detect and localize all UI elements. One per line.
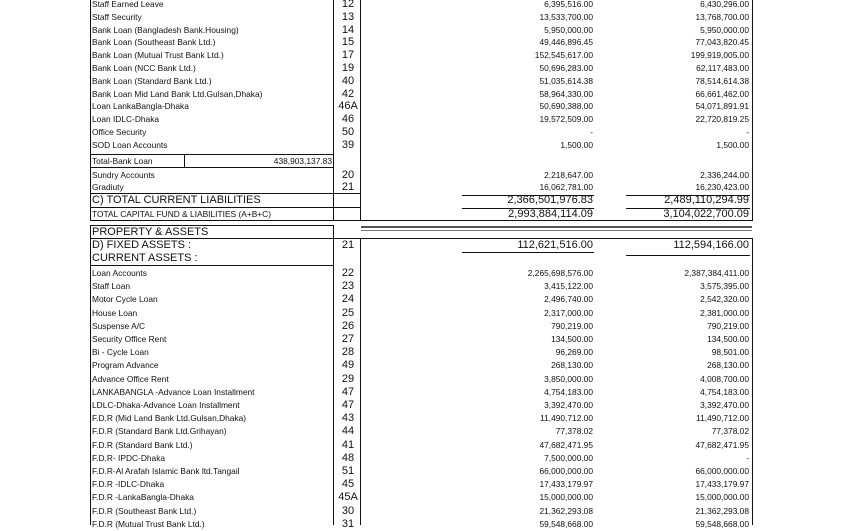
row-previous-value: 2,387,384,411.00 [684, 268, 749, 278]
row-note: 12 [341, 0, 355, 10]
row-current-value: 77,378.02 [555, 426, 593, 437]
row-previous-value: 2,336,244.00 [700, 170, 749, 180]
row-current-value: 4,754,183.00 [544, 386, 593, 397]
row-label: F.D.R -IDLC-Dhaka [92, 479, 165, 490]
fixed-assets-note: 21 [341, 239, 355, 251]
row-previous-value: 13,768,700.00 [695, 11, 749, 22]
row-label: Sundry Accounts [92, 170, 155, 180]
row-current-value: 2,218,647.00 [544, 170, 593, 180]
row-label: Bank Loan (Southeast Bank Ltd.) [92, 37, 216, 48]
row-note: 46 [341, 113, 355, 126]
row-previous-value: 15,000,000.00 [695, 492, 749, 503]
row-current-value: - [590, 127, 593, 137]
note-column-divider-lower [360, 238, 361, 525]
row-previous-value: 3,392,470.00 [700, 400, 749, 410]
row-previous-value: 4,008,700.00 [700, 373, 749, 384]
row-note: 29 [341, 372, 355, 385]
row-previous-value: 1,500.00 [716, 139, 749, 150]
row-note: 13 [341, 10, 355, 23]
row-previous-value: 4,754,183.00 [700, 386, 749, 397]
fixed-assets-label: D) FIXED ASSETS : [92, 239, 192, 251]
row-previous-value: 3,575,395.00 [700, 281, 749, 292]
row-previous-value: 17,433,179.97 [695, 479, 749, 490]
total-bank-loan-divider [184, 155, 185, 167]
row-previous-value: 268,130.00 [707, 360, 749, 371]
row-current-value: 2,265,698,576.00 [527, 268, 593, 278]
fixed-assets-col2-box-bottom [626, 255, 750, 256]
total-capital-label: TOTAL CAPITAL FUND & LIABILITIES (A+B+C) [92, 209, 272, 219]
row-label: Bank Loan Mid Land Bank Ltd.Gulsan,Dhaka) [92, 88, 263, 99]
row-note: 19 [341, 62, 355, 74]
row-current-value: 13,533,700.00 [539, 11, 593, 22]
row-note: 21 [341, 181, 355, 193]
row-note: 39 [341, 138, 355, 151]
row-current-value: 47,682,471.95 [539, 439, 593, 450]
right-border-line [752, 0, 753, 221]
row-note: 48 [341, 451, 355, 464]
double-rule-1 [361, 226, 752, 228]
row-previous-value: 6,430,296.00 [700, 0, 749, 9]
row-current-value: 15,000,000.00 [539, 492, 593, 503]
row-label: Staff Loan [92, 281, 131, 292]
row-current-value: 2,496,740.00 [544, 294, 593, 305]
row-note: 42 [341, 87, 355, 100]
fixed-assets-previous: 112,594,166.00 [673, 239, 749, 251]
total-capital-previous: 3,104,022,700.09 [663, 208, 749, 220]
row-current-value: 59,548,668.00 [539, 518, 593, 529]
row-label: F.D.R -LankaBangla-Dhaka [92, 492, 194, 503]
row-previous-value: 5,950,000.00 [700, 24, 749, 35]
row-current-value: 19,572,509.00 [539, 114, 593, 125]
row-label: Bank Loan (Mutual Trust Bank Ltd.) [92, 50, 224, 61]
row-previous-value: - [746, 127, 749, 137]
row-note: 40 [341, 74, 355, 87]
total-current-liabilities-previous: 2,489,110,294.99 [664, 194, 749, 206]
row-previous-value: 134,500.00 [707, 334, 749, 344]
row-note: 45A [338, 491, 358, 504]
row-note: 22 [341, 267, 355, 279]
left-border-line-lower [90, 225, 91, 525]
row-note: 41 [341, 438, 355, 451]
row-previous-value: 59,548,668.00 [695, 518, 749, 529]
row-previous-value: 77,043,820.45 [695, 37, 749, 48]
row-label: Suspense A/C [92, 320, 146, 331]
row-label: Loan IDLC-Dhaka [92, 114, 160, 125]
row-current-value: 3,392,470.00 [544, 400, 593, 410]
row-note: 44 [341, 425, 355, 438]
row-current-value: 3,850,000.00 [544, 373, 593, 384]
row-previous-value: 54,071,891.91 [695, 101, 749, 112]
row-current-value: 11,490,712.00 [540, 413, 593, 424]
fixed-assets-current: 112,621,516.00 [517, 239, 593, 251]
row-label: LDLC-Dhaka-Advance Loan Installment [92, 400, 240, 410]
row-note: 26 [341, 319, 355, 332]
row-label: Bank Loan (Bangladesh Bank.Housing) [92, 24, 239, 35]
row-current-value: 1,500.00 [560, 139, 593, 150]
label-column-divider [333, 0, 334, 221]
row-label: F.D.R (Mid Land Bank Ltd.Gulsan,Dhaka) [92, 413, 247, 424]
row-previous-value: 78,514,614.38 [695, 75, 749, 86]
row-label: Bi - Cycle Loan [92, 347, 149, 358]
row-previous-value: 77,378.02 [711, 426, 749, 437]
row-note: 24 [341, 293, 355, 306]
row-note: 27 [341, 333, 355, 345]
row-note: 51 [341, 465, 355, 477]
row-current-value: 17,433,179.97 [539, 479, 593, 490]
row-label: Staff Earned Leave [92, 0, 164, 9]
row-current-value: 21,362,293.08 [539, 505, 593, 516]
row-note: 30 [341, 504, 355, 517]
row-previous-value: 66,000,000.00 [695, 466, 749, 476]
row-previous-value: 790,219.00 [707, 320, 749, 331]
row-note: 23 [341, 280, 355, 293]
row-note: 43 [341, 412, 355, 425]
current-assets-heading-bottom [90, 265, 334, 266]
row-label: Program Advance [92, 360, 159, 371]
row-label: F.D.R- IPDC-Dhaka [92, 452, 166, 463]
row-label: Office Security [92, 127, 147, 137]
total-bank-loan-value: 438,903,137.83 [273, 156, 332, 166]
row-note: 50 [341, 126, 355, 138]
row-current-value: 5,950,000.00 [544, 24, 593, 35]
row-label: Staff Security [92, 11, 142, 22]
row-current-value: 6,395,516.00 [544, 0, 593, 9]
row-current-value: 58,964,330.00 [539, 88, 593, 99]
row-label: Security Office Rent [92, 334, 167, 344]
row-previous-value: 66,661,462.00 [695, 88, 749, 99]
row-previous-value: 62,117,483.00 [696, 63, 749, 73]
left-border-line [90, 0, 91, 221]
label-column-divider-lower [333, 225, 334, 525]
row-label: Advance Office Rent [92, 373, 169, 384]
row-label: F.D.R (Standard Bank Ltd.) [92, 439, 193, 450]
current-assets-heading: CURRENT ASSETS : [92, 252, 198, 264]
row-previous-value: 98,501.00 [711, 347, 749, 358]
row-previous-value: 11,490,712.00 [696, 413, 749, 424]
row-note: 25 [341, 306, 355, 319]
row-note: 28 [341, 346, 355, 359]
total-current-liabilities-current: 2,366,501,976.83 [507, 194, 593, 206]
row-label: House Loan [92, 307, 138, 318]
row-note: 46A [338, 100, 358, 113]
row-label: F.D.R (Mutual Trust Bank Ltd.) [92, 518, 205, 529]
row-label: Bank Loan (Standard Bank Ltd.) [92, 75, 212, 86]
row-current-value: 49,446,896.45 [539, 37, 593, 48]
row-note: 20 [341, 169, 355, 181]
row-note: 31 [341, 517, 355, 530]
row-previous-value: 47,682,471.95 [695, 439, 749, 450]
total-bank-loan-label: Total-Bank Loan [92, 156, 153, 166]
row-label: Gradiuty [92, 182, 124, 192]
row-note: 14 [341, 23, 355, 36]
row-current-value: 51,035,614.38 [539, 75, 593, 86]
fixed-assets-col1-box-bottom [462, 252, 594, 253]
row-label: Loan Accounts [92, 268, 147, 278]
row-previous-value: - [746, 452, 749, 463]
row-current-value: 66,000,000.00 [539, 466, 593, 476]
row-previous-value: 2,542,320.00 [700, 294, 749, 305]
row-note: 17 [341, 49, 355, 62]
row-note: 49 [341, 359, 355, 372]
right-border-line-lower [752, 238, 753, 525]
row-previous-value: 199,919,005.00 [690, 50, 749, 61]
row-previous-value: 21,362,293.08 [695, 505, 749, 516]
row-current-value: 268,130.00 [551, 360, 593, 371]
total-current-liabilities-label: C) TOTAL CURRENT LIABILITIES [92, 194, 261, 206]
row-label: Bank Loan (NCC Bank Ltd.) [92, 63, 196, 73]
row-current-value: 7,500,000.00 [544, 452, 593, 463]
row-current-value: 152,545,617.00 [534, 50, 593, 61]
row-previous-value: 2,381,000.00 [700, 307, 749, 318]
note-column-divider [360, 0, 361, 221]
row-label: LANKABANGLA -Advance Loan Installment [92, 386, 255, 397]
total-capital-current: 2,993,884,114.09 [508, 208, 593, 220]
property-assets-heading: PROPERTY & ASSETS [92, 226, 209, 238]
row-label: SOD Loan Accounts [92, 139, 168, 150]
row-previous-value: 22,720,819.25 [695, 114, 749, 125]
row-label: F.D.R (Southeast Bank Ltd.) [92, 505, 197, 516]
row-label: Loan LankaBangla-Dhaka [92, 101, 189, 112]
row-note: 47 [341, 399, 355, 411]
row-note: 47 [341, 385, 355, 398]
row-current-value: 134,500.00 [551, 334, 593, 344]
row-label: Motor Cycle Loan [92, 294, 158, 305]
row-current-value: 96,269.00 [555, 347, 593, 358]
row-previous-value: 16,230,423.00 [695, 182, 749, 192]
row-note: 15 [341, 36, 355, 49]
row-current-value: 3,415,122.00 [544, 281, 593, 292]
row-current-value: 2,317,000.00 [544, 307, 593, 318]
row-label: F.D.R (Standard Bank Ltd.Grihayan) [92, 426, 227, 437]
row-current-value: 50,696,283.00 [539, 63, 593, 73]
row-current-value: 16,062,781.00 [539, 182, 593, 192]
double-rule-2 [361, 230, 752, 231]
row-current-value: 50,690,388.00 [539, 101, 593, 112]
row-current-value: 790,219.00 [551, 320, 593, 331]
row-note: 45 [341, 478, 355, 491]
row-label: F.D.R-Al Arafah Islamic Bank ltd.Tangail [92, 466, 240, 476]
